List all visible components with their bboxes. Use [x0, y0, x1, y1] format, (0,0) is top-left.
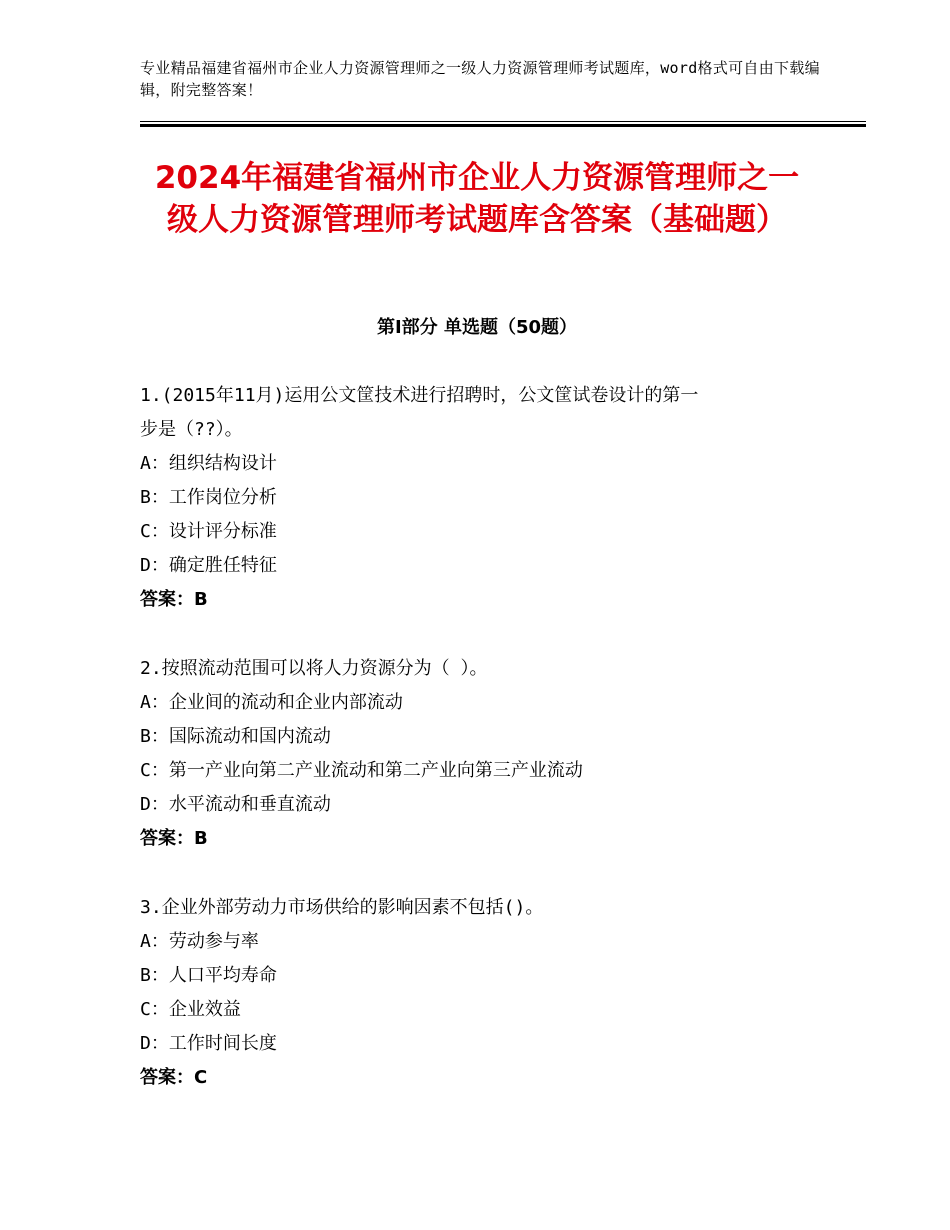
- question-3: [140, 891, 820, 1095]
- header-divider-thin: [140, 121, 866, 122]
- option-c: C：第一产业向第二产业流动和第二产业向第三产业流动: [140, 760, 583, 781]
- option-b: B：工作岗位分析: [140, 487, 277, 508]
- option-b: B：人口平均寿命: [140, 965, 277, 986]
- option-a: A：企业间的流动和企业内部流动: [140, 692, 403, 713]
- option-d: D：工作时间长度: [140, 1033, 277, 1054]
- option-d: D：确定胜任特征: [140, 555, 277, 576]
- option-d: D：水平流动和垂直流动: [140, 794, 331, 815]
- answer: 答案：C: [140, 1067, 208, 1088]
- option-b: B：国际流动和国内流动: [140, 726, 331, 747]
- option-c: C：企业效益: [140, 999, 241, 1020]
- question-1: [140, 379, 820, 617]
- option-c: C：设计评分标准: [140, 521, 277, 542]
- option-a: A：组织结构设计: [140, 453, 277, 474]
- header-divider-thick: [140, 124, 866, 127]
- answer: 答案：B: [140, 828, 208, 849]
- question-2: [140, 652, 820, 856]
- option-a: A：劳动参与率: [140, 931, 259, 952]
- question-text-line: 2.按照流动范围可以将人力资源分为（ ）。: [140, 658, 488, 679]
- question-text-line: 1.(2015年11月)运用公文筐技术进行招聘时，公文筐试卷设计的第一: [140, 385, 699, 406]
- section-heading: 第Ⅰ部分 单选题（50题）: [376, 317, 577, 338]
- question-text-line: 3.企业外部劳动力市场供给的影响因素不包括()。: [140, 897, 544, 918]
- answer: 答案：B: [140, 589, 208, 610]
- header-note: 专业精品福建省福州市企业人力资源管理师之一级人力资源管理师考试题库，word格式可自由下载编辑，附完整答案！: [140, 59, 820, 99]
- question-text-line: 步是（??）。: [140, 419, 243, 440]
- document-title: 2024年福建省福州市企业人力资源管理师之一级人力资源管理师考试题库含答案（基础题）: [154, 160, 800, 238]
